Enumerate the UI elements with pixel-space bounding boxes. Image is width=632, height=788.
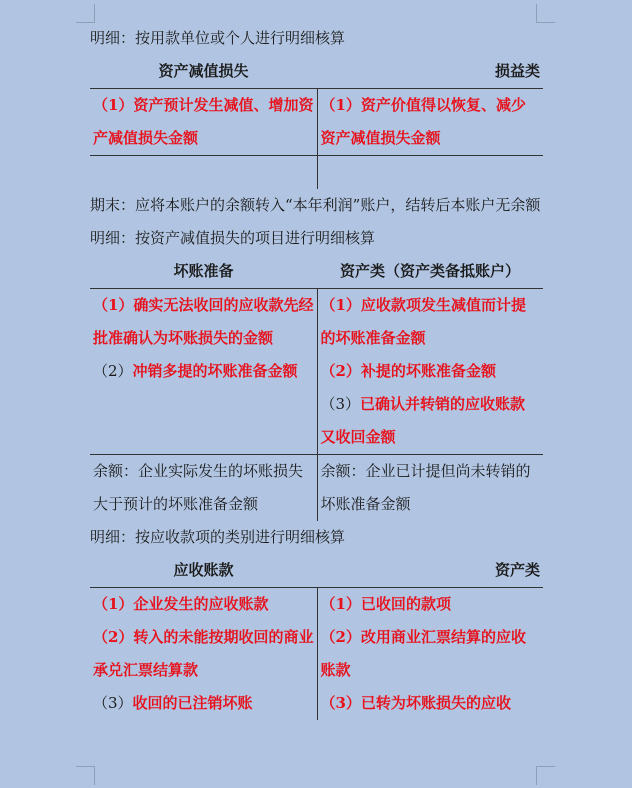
debit-balance: 余额：企业实际发生的坏账损失大于预计的坏账准备金额 <box>90 455 317 522</box>
debit-item <box>93 687 314 720</box>
account-title: 资产减值损失 <box>90 55 317 89</box>
debit-item: （1）资产预计发生减值、增加资产减值损失金额 <box>93 96 314 147</box>
account-category: 资产类 <box>317 554 543 588</box>
credit-side <box>317 89 543 156</box>
item-text: 收回的已注销坏账 <box>132 694 253 712</box>
credit-balance-empty <box>317 156 543 190</box>
credit-item: （2）补提的坏账准备金额 <box>320 362 496 380</box>
credit-side <box>317 588 543 721</box>
item-number: （2） <box>93 362 133 380</box>
credit-side <box>317 289 543 455</box>
credit-item: （3）已转为坏账损失的应收 <box>320 694 511 712</box>
sec1-detail-note: 明细：按资产减值损失的项目进行明细核算 <box>90 229 376 247</box>
account-category: 资产类（资产类备抵账户） <box>317 255 543 289</box>
page-corner-mark-top-right <box>536 4 555 23</box>
debit-side <box>90 588 317 721</box>
t-account-accounts-receivable <box>90 554 543 720</box>
debit-item: （2）转入的未能按期收回的商业承兑汇票结算款 <box>93 628 314 679</box>
page-corner-mark-bottom-left <box>76 766 95 785</box>
debit-balance-empty <box>90 156 317 190</box>
debit-item: （1）企业发生的应收账款 <box>93 595 269 613</box>
debit-item <box>93 355 314 388</box>
t-account-bad-debt-provision <box>90 255 543 521</box>
page-corner-mark-top-left <box>76 4 95 23</box>
sec1-intro: 明细：按用款单位或个人进行明细核算 <box>90 29 346 47</box>
credit-item: （2）改用商业汇票结算的应收账款 <box>320 628 526 679</box>
debit-item: （1）确实无法收回的应收款先经批准确认为坏账损失的金额 <box>93 296 314 347</box>
account-category: 损益类 <box>317 55 543 89</box>
debit-side <box>90 289 317 455</box>
account-title: 应收账款 <box>90 554 317 588</box>
debit-side <box>90 89 317 156</box>
item-text: 已确认并转销的应收账款又收回金额 <box>320 395 526 446</box>
item-number: （3） <box>320 395 361 413</box>
account-title: 坏账准备 <box>90 255 317 289</box>
credit-balance: 余额：企业已计提但尚未转销的坏账准备金额 <box>320 462 531 513</box>
item-text: 冲销多提的坏账准备金额 <box>132 362 298 380</box>
page-corner-mark-bottom-right <box>536 766 555 785</box>
credit-item: （1）已收回的款项 <box>320 595 451 613</box>
sec2-detail-note: 明细：按应收款项的类别进行明细核算 <box>90 528 346 546</box>
t-account-impairment-loss <box>90 55 543 189</box>
credit-item: （1）资产价值得以恢复、减少资产减值损失金额 <box>320 96 526 147</box>
document-page <box>90 22 543 720</box>
sec1-closing-note: 期末：应将本账户的余额转入“本年利润”账户，结转后本账户无余额 <box>90 196 541 214</box>
credit-item <box>321 388 541 454</box>
credit-item: （1）应收款项发生减值而计提的坏账准备金额 <box>320 296 526 347</box>
item-number: （3） <box>93 694 133 712</box>
